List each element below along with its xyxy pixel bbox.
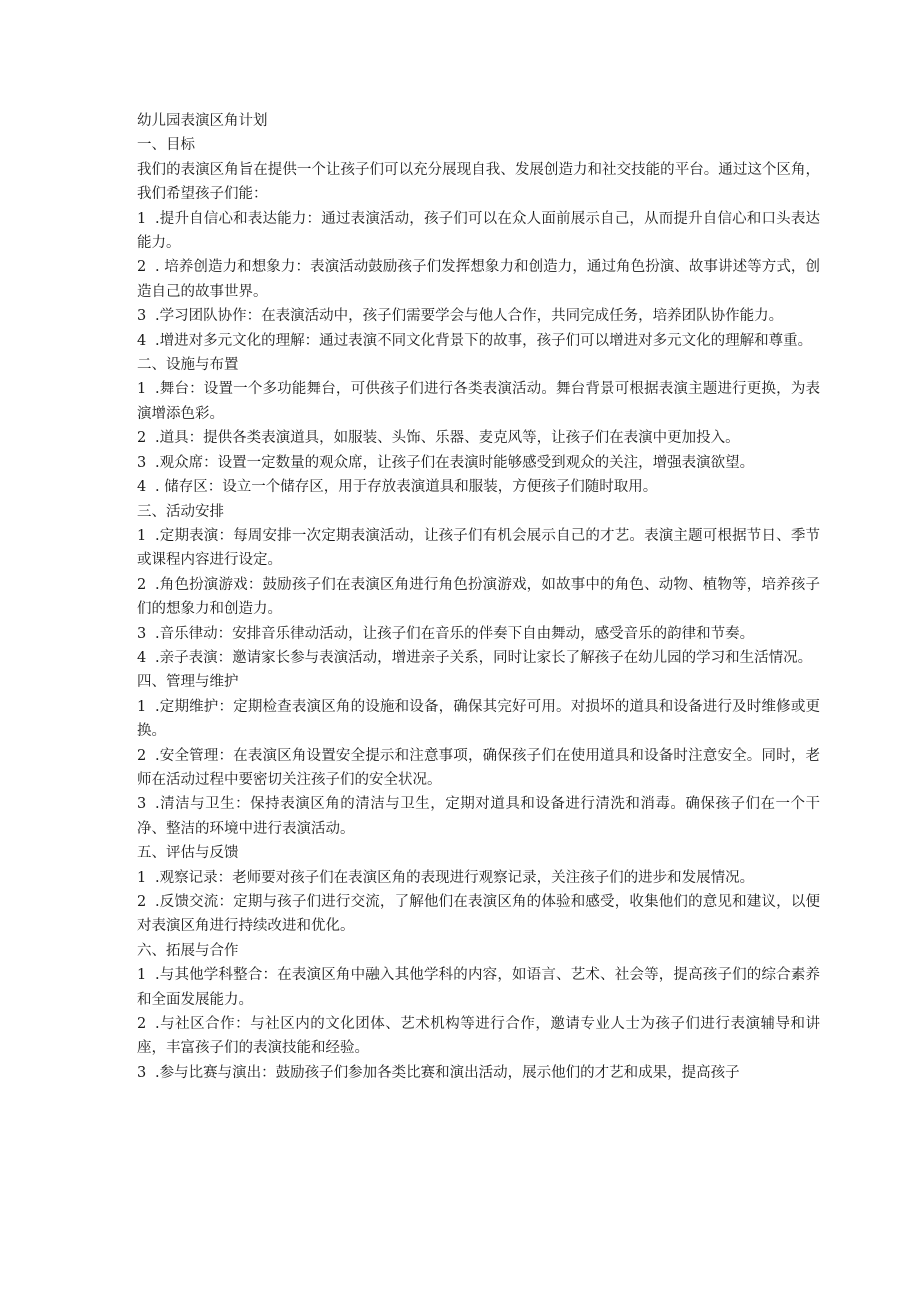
list-item — [137, 255, 820, 304]
item-text: .亲子表演：邀请家长参与表演活动，增进亲子关系，同时让家长了解孩子在幼儿园的学习和生活情况。 — [155, 649, 813, 666]
item-number: 1 — [137, 869, 147, 886]
list-item — [137, 622, 820, 646]
list-item — [137, 646, 820, 670]
item-text: .与社区合作：与社区内的文化团体、艺术机构等进行合作，邀请专业人士为孩子们进行表演辅导和讲座，丰富孩子们的表演技能和经验。 — [137, 1016, 820, 1057]
item-number: 1 — [137, 381, 147, 398]
item-number: 1 — [137, 698, 147, 715]
item-number: 4 — [137, 479, 147, 496]
item-number: 1 — [137, 210, 147, 227]
section-heading-expansion: 六、拓展与合作 — [137, 942, 239, 959]
item-number: 2 — [137, 747, 147, 764]
item-number: 4 — [137, 649, 147, 666]
item-text: .提升自信心和表达能力：通过表演活动，孩子们可以在众人面前展示自己，从而提升自信心和口头表达能力。 — [137, 210, 820, 252]
item-number: 2 — [137, 576, 147, 593]
document-title: 幼儿园表演区角计划 — [137, 113, 268, 129]
list-item — [137, 890, 820, 939]
list-item — [137, 695, 820, 744]
item-number: 3 — [137, 454, 147, 471]
item-number: 3 — [137, 1064, 147, 1081]
item-number: 1 — [137, 527, 147, 544]
list-item — [137, 792, 820, 841]
section-heading-management: 四、管理与维护 — [137, 674, 239, 691]
item-number: 3 — [137, 625, 147, 642]
list-item — [137, 475, 820, 499]
list-item — [137, 573, 820, 622]
item-text: .与其他学科整合：在表演区角中融入其他学科的内容，如语言、艺术、社会等，提高孩子们的综合素养和全面发展能力。 — [137, 967, 820, 1008]
item-text: .舞台：设置一个多功能舞台，可供孩子们进行各类表演活动。舞台背景可根据表演主题进行更换，为表演增添色彩。 — [137, 381, 820, 422]
list-item — [137, 744, 820, 793]
item-number: 2 — [137, 430, 147, 447]
section-heading-facilities: 二、设施与布置 — [137, 357, 239, 374]
item-text: . 培养创造力和想象力：表演活动鼓励孩子们发挥想象力和创造力，通过角色扮演、故事讲述等方式，创造自己的故事世界。 — [137, 259, 820, 300]
item-number: 1 — [137, 967, 147, 984]
item-number: 3 — [137, 308, 147, 325]
item-text: .定期维护：定期检查表演区角的设施和设备，确保其完好可用。对损坏的道具和设备进行及时维修或更换。 — [137, 698, 820, 740]
list-item — [137, 329, 820, 353]
section-heading-evaluation: 五、评估与反馈 — [137, 845, 239, 862]
item-text: .学习团队协作：在表演活动中，孩子们需要学会与他人合作，共同完成任务，培养团队协作能力。 — [155, 308, 784, 325]
item-text: .清洁与卫生：保持表演区角的清洁与卫生，定期对道具和设备进行清洗和消毒。确保孩子们在一个干净、整洁的环境中进行表演活动。 — [137, 796, 820, 837]
item-text: .安全管理：在表演区角设置安全提示和注意事项，确保孩子们在使用道具和设备时注意安全。同时，老师在活动过程中要密切关注孩子们的安全状况。 — [137, 747, 820, 788]
section-intro: 我们的表演区角旨在提供一个让孩子们可以充分展现自我、发展创造力和社交技能的平台。通过这个区角，我们希望孩子们能： — [137, 161, 820, 203]
item-number: 3 — [137, 796, 147, 813]
section-heading-activities: 三、活动安排 — [137, 503, 224, 520]
item-text: .观众席：设置一定数量的观众席，让孩子们在表演时能够感受到观众的关注，增强表演欲望。 — [155, 454, 755, 471]
section-heading-goals: 一、目标 — [137, 137, 195, 154]
list-item — [137, 207, 820, 256]
item-text: .观察记录：老师要对孩子们在表演区角的表现进行观察记录，关注孩子们的进步和发展情况。 — [155, 869, 755, 886]
list-item — [137, 866, 820, 890]
item-text: . 储存区：设立一个储存区，用于存放表演道具和服装，方便孩子们随时取用。 — [155, 479, 658, 496]
list-item — [137, 451, 820, 475]
list-item — [137, 1012, 820, 1061]
list-item — [137, 963, 820, 1012]
list-item — [137, 1061, 820, 1085]
item-number: 2 — [137, 1016, 147, 1033]
list-item — [137, 426, 820, 450]
list-item — [137, 524, 820, 573]
item-number: 2 — [137, 259, 147, 276]
item-text: .角色扮演游戏：鼓励孩子们在表演区角进行角色扮演游戏，如故事中的角色、动物、植物等，培养孩子们的想象力和创造力。 — [137, 576, 820, 618]
list-item — [137, 377, 820, 426]
item-text: .反馈交流：定期与孩子们进行交流，了解他们在表演区角的体验和感受，收集他们的意见和建议，以便对表演区角进行持续改进和优化。 — [137, 894, 820, 935]
item-text: .定期表演：每周安排一次定期表演活动，让孩子们有机会展示自己的才艺。表演主题可根据节日、季节或课程内容进行设定。 — [137, 527, 820, 569]
item-number: 2 — [137, 894, 147, 910]
item-text: .道具：提供各类表演道具，如服装、头饰、乐器、麦克风等，让孩子们在表演中更加投入。 — [155, 430, 740, 447]
item-text: .参与比赛与演出：鼓励孩子们参加各类比赛和演出活动，展示他们的才艺和成果，提高孩子 — [155, 1064, 740, 1081]
item-text: .增进对多元文化的理解：通过表演不同文化背景下的故事，孩子们可以增进对多元文化的理解和尊重。 — [155, 332, 813, 349]
item-text: .音乐律动：安排音乐律动活动，让孩子们在音乐的伴奏下自由舞动，感受音乐的韵律和节奏。 — [155, 625, 755, 642]
list-item — [137, 304, 820, 328]
item-number: 4 — [137, 332, 147, 349]
